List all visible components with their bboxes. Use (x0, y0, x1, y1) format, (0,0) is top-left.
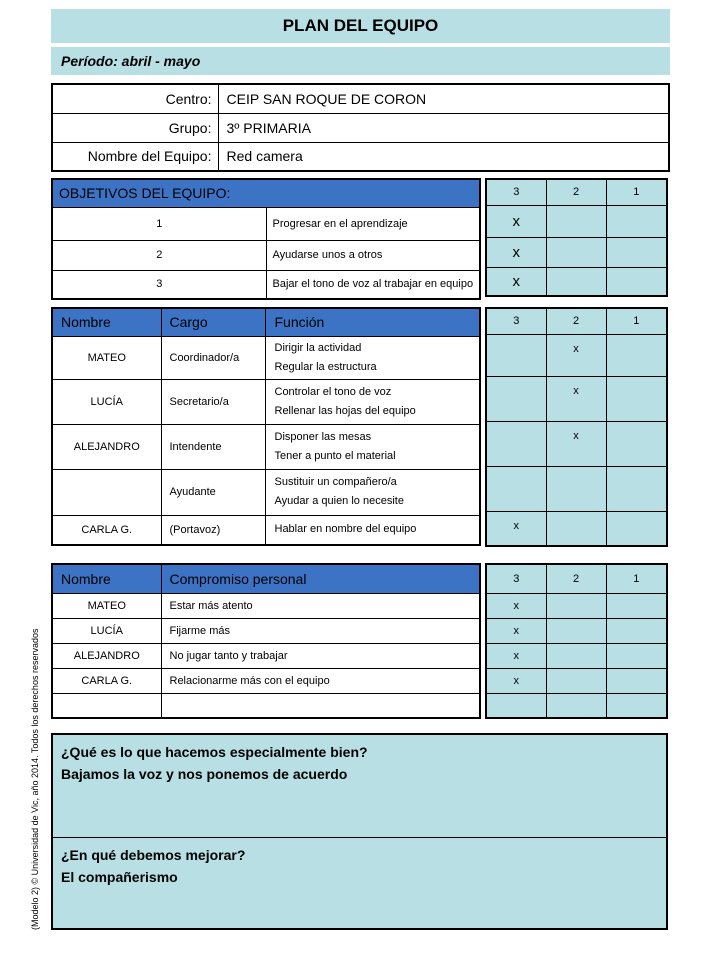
rating-cell: x (486, 267, 546, 296)
rating-cell (606, 643, 667, 668)
role-member-name (52, 469, 161, 515)
info-value: 3º PRIMARIA (218, 113, 669, 142)
team-review-box (51, 733, 668, 930)
objectives-table (51, 178, 481, 300)
role-function (265, 424, 480, 469)
rating-header-3: 3 (486, 179, 546, 205)
rating-header-3: 3 (486, 308, 546, 334)
rating-cell (486, 693, 546, 718)
rating-cell: x (546, 421, 606, 466)
role-member-name: ALEJANDRO (52, 424, 161, 469)
commitment-text: Estar más atento (161, 593, 480, 618)
rating-header-row (486, 564, 667, 593)
rating-cell (546, 593, 606, 618)
rating-cell (606, 618, 667, 643)
rating-cell: x (486, 618, 546, 643)
role-title: Secretario/a (161, 379, 265, 424)
rating-header-row (486, 308, 667, 334)
objective-row (52, 270, 480, 299)
rating-row (486, 511, 667, 546)
role-function-line: Controlar el tono de voz (274, 385, 392, 398)
role-function (265, 469, 480, 515)
role-member-name: LUCÍA (52, 379, 161, 424)
rating-cell: x (546, 334, 606, 376)
commitments-rating-grid (485, 563, 668, 719)
rating-row (486, 668, 667, 693)
rating-cell (546, 205, 606, 237)
role-title: Coordinador/a (161, 336, 265, 379)
rating-header-2: 2 (546, 564, 606, 593)
objective-text: Ayudarse unos a otros (266, 240, 480, 270)
objective-row (52, 240, 480, 270)
rating-header-3: 3 (486, 564, 546, 593)
commitment-text (161, 693, 480, 718)
role-member-name: CARLA G. (52, 515, 161, 545)
commitment-member-name: MATEO (52, 593, 161, 618)
role-function (265, 336, 480, 379)
info-row-grupo (52, 113, 669, 142)
objective-number: 3 (52, 270, 266, 299)
role-title: (Portavoz) (161, 515, 265, 545)
team-info-table (51, 83, 670, 172)
review-improvements (53, 838, 666, 928)
review-strengths (53, 735, 666, 838)
rating-cell (486, 421, 546, 466)
rating-cell: x (486, 237, 546, 267)
rating-header-2: 2 (546, 179, 606, 205)
roles-table (51, 307, 481, 546)
role-row (52, 379, 480, 424)
info-label: Grupo: (52, 113, 218, 142)
rating-row (486, 421, 667, 466)
role-function-line: Sustituir un compañero/a (274, 476, 397, 488)
role-function-line: Ayudar a quien lo necesite (274, 495, 404, 507)
info-value: CEIP SAN ROQUE DE CORON (218, 84, 669, 113)
review-question-improve: ¿En qué debemos mejorar? (61, 847, 246, 863)
page-title: PLAN DEL EQUIPO (51, 9, 670, 43)
roles-header-cargo: Cargo (161, 308, 265, 336)
objective-row (52, 207, 480, 240)
role-row (52, 424, 480, 469)
roles-header-nombre: Nombre (52, 308, 161, 336)
roles-rating-grid (485, 307, 668, 547)
commitments-header-row (52, 564, 480, 593)
info-label: Centro: (52, 84, 218, 113)
rating-row (486, 643, 667, 668)
rating-cell (546, 466, 606, 511)
rating-header-1: 1 (606, 179, 667, 205)
objectives-header-row (52, 179, 480, 207)
rating-row (486, 267, 667, 296)
rating-cell: x (546, 376, 606, 421)
rating-cell (546, 267, 606, 296)
commitment-row (52, 593, 480, 618)
info-value: Red camera (218, 142, 669, 171)
role-row (52, 336, 480, 379)
role-function-line: Regular la estructura (274, 360, 377, 373)
review-answer-strengths: Bajamos la voz y nos ponemos de acuerdo (61, 766, 348, 782)
objectives-rating-grid (485, 178, 668, 297)
commitment-text: No jugar tanto y trabajar (161, 643, 480, 668)
rating-cell (546, 643, 606, 668)
rating-cell (546, 511, 606, 546)
role-title: Ayudante (161, 469, 265, 515)
role-function: Hablar en nombre del equipo (265, 515, 480, 545)
commitment-row (52, 668, 480, 693)
rating-cell: x (486, 643, 546, 668)
rating-cell (546, 668, 606, 693)
rating-row (486, 205, 667, 237)
rating-cell: x (486, 205, 546, 237)
copyright-note: (Modelo 2) © Universidad de Vic, año 2014. Todos los derechos reservados (30, 628, 40, 930)
rating-row (486, 466, 667, 511)
rating-cell (486, 376, 546, 421)
rating-cell: x (486, 668, 546, 693)
rating-cell (606, 205, 667, 237)
role-row (52, 469, 480, 515)
objective-number: 2 (52, 240, 266, 270)
rating-cell: x (486, 593, 546, 618)
rating-cell (606, 466, 667, 511)
rating-cell (486, 334, 546, 376)
rating-cell (606, 237, 667, 267)
rating-cell (606, 593, 667, 618)
commitment-member-name (52, 693, 161, 718)
commitments-header-compromiso: Compromiso personal (161, 564, 480, 593)
role-row (52, 515, 480, 545)
rating-cell (606, 376, 667, 421)
info-row-equipo (52, 142, 669, 171)
commitment-member-name: CARLA G. (52, 668, 161, 693)
rating-cell (606, 421, 667, 466)
rating-header-1: 1 (606, 308, 667, 334)
commitment-row (52, 618, 480, 643)
commitments-header-nombre: Nombre (52, 564, 161, 593)
roles-header-row (52, 308, 480, 336)
rating-cell: x (486, 511, 546, 546)
commitment-row (52, 643, 480, 668)
objective-text: Bajar el tono de voz al trabajar en equipo (266, 270, 480, 299)
rating-cell (546, 693, 606, 718)
role-function-line: Disponer las mesas (274, 430, 372, 443)
rating-cell (606, 267, 667, 296)
rating-row (486, 376, 667, 421)
role-member-name: MATEO (52, 336, 161, 379)
period-label: Período: abril - mayo (51, 47, 670, 75)
rating-cell (606, 334, 667, 376)
role-function-line: Rellenar las hojas del equipo (274, 404, 416, 417)
role-function-line: Dirigir la actividad (274, 341, 362, 354)
rating-cell (606, 693, 667, 718)
objective-number: 1 (52, 207, 266, 240)
review-question-strengths: ¿Qué es lo que hacemos especialmente bien? (61, 744, 368, 760)
roles-header-funcion: Función (265, 308, 480, 336)
review-answer-improve: El compañerismo (61, 869, 178, 885)
commitment-text: Fijarme más (161, 618, 480, 643)
rating-header-1: 1 (606, 564, 667, 593)
rating-row (486, 593, 667, 618)
rating-cell (546, 618, 606, 643)
rating-cell (546, 237, 606, 267)
commitment-member-name: ALEJANDRO (52, 643, 161, 668)
commitment-row (52, 693, 480, 718)
rating-row (486, 334, 667, 376)
rating-row (486, 618, 667, 643)
role-function (265, 379, 480, 424)
role-function-line: Tener a punto el material (274, 449, 396, 462)
rating-cell (606, 511, 667, 546)
rating-row (486, 237, 667, 267)
commitments-table (51, 563, 481, 719)
rating-cell (486, 466, 546, 511)
info-row-centro (52, 84, 669, 113)
role-title: Intendente (161, 424, 265, 469)
commitment-text: Relacionarme más con el equipo (161, 668, 480, 693)
info-label: Nombre del Equipo: (52, 142, 218, 171)
rating-cell (606, 668, 667, 693)
rating-row (486, 693, 667, 718)
objective-text: Progresar en el aprendizaje (266, 207, 480, 240)
objectives-heading: OBJETIVOS DEL EQUIPO: (52, 179, 480, 207)
commitment-member-name: LUCÍA (52, 618, 161, 643)
rating-header-2: 2 (546, 308, 606, 334)
rating-header-row (486, 179, 667, 205)
